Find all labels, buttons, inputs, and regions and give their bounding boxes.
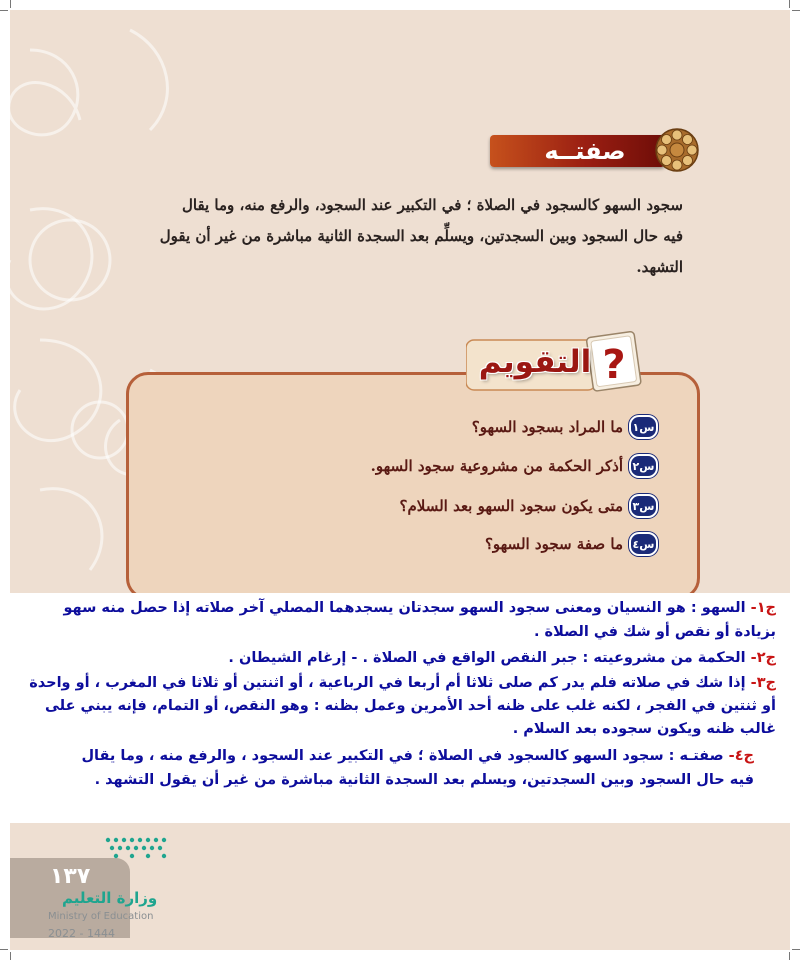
question-badge: س٣ — [629, 494, 658, 518]
answer-label: ج٢- — [750, 650, 776, 666]
question-item — [371, 454, 658, 478]
answer-line: غالب ظنه ويكون سجوده بعد السلام . — [512, 721, 776, 737]
answer-line-row — [45, 695, 776, 717]
ministry-logo-icon — [102, 832, 172, 872]
answer-label: ج٣- — [750, 675, 776, 691]
answer-1 — [63, 597, 776, 619]
section-banner — [490, 127, 700, 173]
svg-text:?: ? — [602, 342, 626, 388]
question-item — [485, 532, 658, 556]
answers-panel — [10, 593, 790, 823]
description-line: فيه حال السجود وبين السجدتين، ويسلِّم بعد السجدة الثانية مباشرة من غير أن يقول — [159, 227, 683, 245]
answer-2 — [228, 647, 776, 669]
question-badge: س٢ — [629, 454, 658, 478]
answer-line: إذا شك في صلاته فلم يدر كم صلى ثلاثا أم أربعا في الرباعية ، أو اثنتين أو ثلاثا في المغرب ، أو واحدة — [29, 675, 746, 691]
answer-line: أو ثنتين في الفجر ، لكنه غلب على ظنه أحد الأمرين وعمل بظنه : وهو النقص، أو التمام، فإنه يبني على — [45, 698, 776, 714]
question-text: متى يكون سجود السهو بعد السلام؟ — [399, 497, 623, 515]
section-title: صفتــه — [544, 137, 626, 165]
crop-mark — [10, 0, 11, 8]
question-text: ما المراد بسجود السهو؟ — [471, 418, 623, 436]
question-item — [400, 494, 658, 518]
answer-label: ج٤- — [728, 748, 754, 764]
crop-mark — [789, 952, 790, 960]
answer-line: فيه حال السجود وبين السجدتين، ويسلم بعد السجدة الثانية مباشرة من غير أن يقول التشهد . — [94, 772, 754, 788]
crop-mark — [789, 0, 790, 8]
page-number: ١٣٧ — [50, 864, 91, 889]
answer-4 — [81, 745, 754, 767]
textbook-page — [10, 10, 790, 950]
answer-line: السهو : هو النسيان ومعنى سجود السهو سجدتان يسجدهما المصلي آخر صلاته إذا حصل منه سهو — [63, 600, 746, 616]
question-text: أذكر الحكمة من مشروعية سجود السهو. — [370, 457, 623, 475]
question-badge: س٤ — [629, 532, 658, 556]
answer-line: صفتـه : سجود السهو كالسجود في الصلاة ؛ في التكبير عند السجود ، والرفع منه ، وما يقال — [81, 748, 724, 764]
crop-mark — [10, 952, 11, 960]
answer-line: الحكمة من مشروعيته : جبر النقص الواقع في الصلاة . - إرغام الشيطان . — [228, 650, 746, 666]
crop-mark — [792, 10, 800, 11]
answer-label: ج١- — [750, 600, 776, 616]
description-paragraph — [128, 190, 683, 283]
question-text: ما صفة سجود السهو؟ — [484, 535, 623, 553]
edition-year: 2022 - 1444 — [48, 927, 115, 940]
crop-mark — [792, 949, 800, 950]
crop-mark — [0, 949, 8, 950]
rosette-icon — [654, 127, 700, 173]
description-line: سجود السهو كالسجود في الصلاة ؛ في التكبير عند السجود، والرفع منه، وما يقال — [181, 196, 683, 214]
answer-line-row — [534, 621, 776, 643]
ministry-name: وزارة التعليم — [62, 889, 158, 907]
evaluation-box — [126, 372, 700, 600]
ministry-name-english: Ministry of Education — [48, 911, 154, 922]
answer-line-row — [513, 718, 776, 740]
answer-line-row — [95, 769, 754, 791]
answer-3 — [29, 672, 776, 694]
answer-line: بزيادة أو نقص أو شك في الصلاة . — [533, 624, 776, 640]
question-badge: س١ — [629, 415, 658, 439]
evaluation-title: التقويم — [478, 344, 592, 380]
description-line: التشهد. — [636, 258, 683, 276]
question-item — [472, 415, 658, 439]
crop-mark — [0, 10, 8, 11]
